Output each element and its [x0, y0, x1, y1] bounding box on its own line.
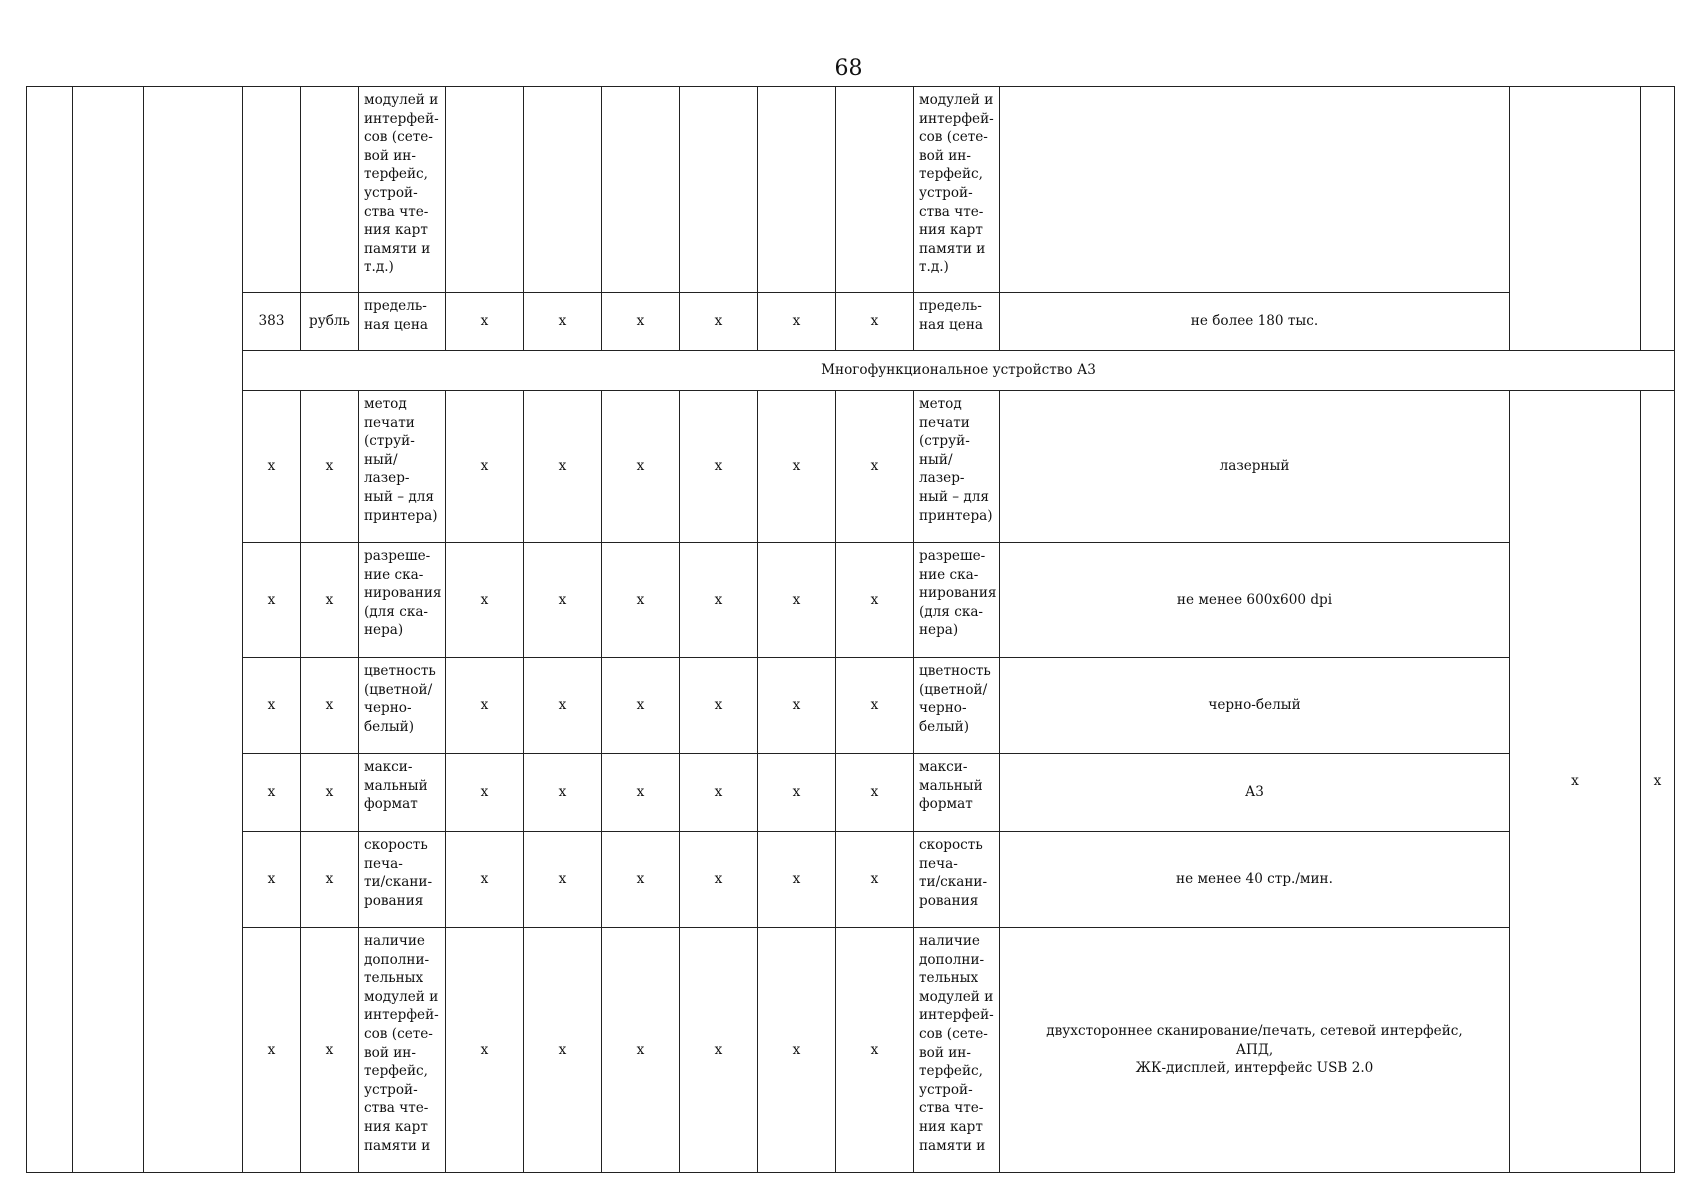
- mark-cell: x: [680, 293, 758, 351]
- mark-cell: x: [602, 754, 680, 832]
- unit-cell: x: [301, 754, 359, 832]
- unit-cell: x: [301, 543, 359, 658]
- mark-cell: x: [836, 928, 914, 1173]
- mark-cell: x: [758, 293, 836, 351]
- empty-cell-col2: [73, 87, 144, 1173]
- mark-cell: x: [680, 832, 758, 928]
- characteristic-name: метод печати (струй- ный/ лазер- ный – для принтера): [359, 391, 446, 543]
- characteristic-name-approved: скорость печа- ти/скани- рования: [914, 832, 1000, 928]
- mark-cell: x: [524, 754, 602, 832]
- right-mark-cell: x: [1510, 391, 1641, 1173]
- unit-cell: x: [301, 658, 359, 754]
- mark-cell: [602, 87, 680, 293]
- code-cell: x: [243, 391, 301, 543]
- table-row: [27, 543, 1675, 658]
- unit-cell: рубль: [301, 293, 359, 351]
- mark-cell: x: [524, 928, 602, 1173]
- characteristic-name-approved: цветность (цветной/ черно- белый): [914, 658, 1000, 754]
- table-row: [27, 293, 1675, 351]
- mark-cell: x: [680, 928, 758, 1173]
- mark-cell: x: [680, 543, 758, 658]
- characteristics-table: [26, 86, 1675, 1173]
- value-cell: двухстороннее сканирование/печать, сетевой интерфейс, АПД, ЖК-дисплей, интерфейс USB 2.0: [1000, 928, 1510, 1173]
- mark-cell: x: [758, 754, 836, 832]
- code-cell: x: [243, 754, 301, 832]
- mark-cell: x: [524, 658, 602, 754]
- right-mark-cell: x: [1641, 391, 1675, 1173]
- table-row: [27, 658, 1675, 754]
- mark-cell: x: [836, 391, 914, 543]
- section-title: Многофункциональное устройство А3: [243, 351, 1675, 391]
- table-row: [27, 928, 1675, 1173]
- code-cell: [243, 87, 301, 293]
- page-number: 68: [834, 56, 863, 81]
- mark-cell: x: [758, 928, 836, 1173]
- mark-cell: x: [836, 293, 914, 351]
- characteristic-name-approved: макси- мальный формат: [914, 754, 1000, 832]
- code-cell: x: [243, 832, 301, 928]
- code-cell: x: [243, 928, 301, 1173]
- empty-right-cell: [1510, 87, 1641, 351]
- characteristic-name: цветность (цветной/ черно- белый): [359, 658, 446, 754]
- mark-cell: x: [446, 658, 524, 754]
- section-row: [27, 351, 1675, 391]
- mark-cell: [758, 87, 836, 293]
- mark-cell: x: [524, 832, 602, 928]
- unit-cell: x: [301, 391, 359, 543]
- unit-cell: [301, 87, 359, 293]
- table-row: [27, 832, 1675, 928]
- unit-cell: x: [301, 832, 359, 928]
- mark-cell: [524, 87, 602, 293]
- value-cell: А3: [1000, 754, 1510, 832]
- mark-cell: x: [602, 293, 680, 351]
- mark-cell: x: [446, 754, 524, 832]
- mark-cell: x: [602, 658, 680, 754]
- mark-cell: [680, 87, 758, 293]
- mark-cell: x: [446, 391, 524, 543]
- empty-cell-col3: [144, 87, 243, 1173]
- mark-cell: x: [602, 832, 680, 928]
- mark-cell: x: [680, 754, 758, 832]
- value-cell: не более 180 тыс.: [1000, 293, 1510, 351]
- mark-cell: x: [836, 543, 914, 658]
- unit-cell: x: [301, 928, 359, 1173]
- mark-cell: x: [524, 293, 602, 351]
- mark-cell: x: [602, 928, 680, 1173]
- mark-cell: x: [602, 391, 680, 543]
- value-cell: [1000, 87, 1510, 293]
- code-cell: x: [243, 543, 301, 658]
- characteristic-name: наличие дополни- тельных модулей и интерфей- сов (сете- вой ин- терфейс, устрой- ства чте- ния карт памяти и: [359, 928, 446, 1173]
- characteristic-name-approved: наличие дополни- тельных модулей и интерфей- сов (сете- вой ин- терфейс, устрой- ства чте- ния карт памяти и: [914, 928, 1000, 1173]
- mark-cell: [836, 87, 914, 293]
- mark-cell: x: [446, 832, 524, 928]
- mark-cell: x: [524, 391, 602, 543]
- mark-cell: x: [836, 832, 914, 928]
- mark-cell: x: [836, 658, 914, 754]
- mark-cell: x: [680, 391, 758, 543]
- value-cell: черно-белый: [1000, 658, 1510, 754]
- mark-cell: x: [758, 543, 836, 658]
- mark-cell: x: [758, 658, 836, 754]
- characteristic-name-approved: разреше- ние ска- нирования (для ска- нера): [914, 543, 1000, 658]
- characteristic-name: предель- ная цена: [359, 293, 446, 351]
- mark-cell: x: [836, 754, 914, 832]
- characteristic-name: скорость печа- ти/скани- рования: [359, 832, 446, 928]
- value-cell: не менее 40 стр./мин.: [1000, 832, 1510, 928]
- mark-cell: x: [758, 391, 836, 543]
- table-row: [27, 391, 1675, 543]
- mark-cell: [446, 87, 524, 293]
- characteristic-name-approved: модулей и интерфей- сов (сете- вой ин- терфейс, устрой- ства чте- ния карт памяти и т.д.): [914, 87, 1000, 293]
- characteristic-name: разреше- ние ска- нирования (для ска- нера): [359, 543, 446, 658]
- table-row: [27, 87, 1675, 293]
- characteristic-name-approved: метод печати (струй- ный/ лазер- ный – для принтера): [914, 391, 1000, 543]
- characteristic-name-approved: предель- ная цена: [914, 293, 1000, 351]
- code-cell: x: [243, 658, 301, 754]
- mark-cell: x: [446, 928, 524, 1173]
- code-cell: 383: [243, 293, 301, 351]
- mark-cell: x: [446, 293, 524, 351]
- empty-cell-col1: [27, 87, 73, 1173]
- mark-cell: x: [524, 543, 602, 658]
- table-row: [27, 754, 1675, 832]
- mark-cell: x: [680, 658, 758, 754]
- mark-cell: x: [602, 543, 680, 658]
- mark-cell: x: [758, 832, 836, 928]
- characteristic-name: модулей и интерфей- сов (сете- вой ин- терфейс, устрой- ства чте- ния карт памяти и т.д.): [359, 87, 446, 293]
- value-cell: не менее 600x600 dpi: [1000, 543, 1510, 658]
- mark-cell: x: [446, 543, 524, 658]
- characteristic-name: макси- мальный формат: [359, 754, 446, 832]
- value-cell: лазерный: [1000, 391, 1510, 543]
- empty-right-cell: [1641, 87, 1675, 351]
